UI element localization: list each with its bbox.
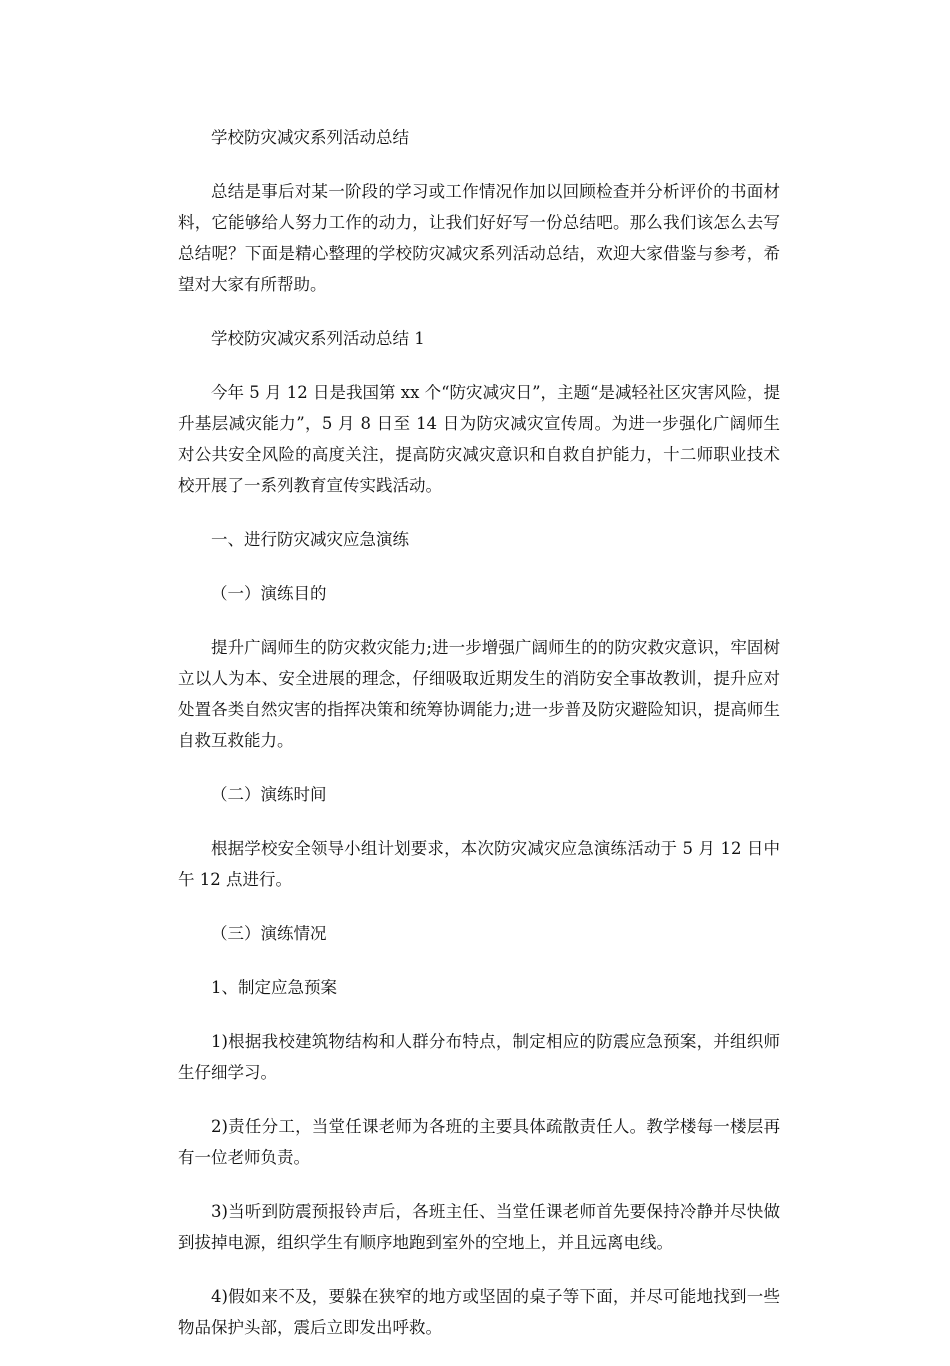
subheading-time: （二）演练时间 (211, 785, 327, 804)
list-item: 2)责任分工，当堂任课老师为各班的主要具体疏散责任人。教学楼每一楼层再有一位老师负责。 (178, 1117, 780, 1167)
subheading-situation: （三）演练情况 (211, 924, 327, 943)
list-item: 3)当听到防震预报铃声后，各班主任、当堂任课老师首先要保持冷静并尽快做到拔掉电源，组织学生有顺序地跑到室外的空地上，并且远离电线。 (178, 1202, 780, 1252)
list-heading-plan: 1、制定应急预案 (211, 978, 337, 997)
document-body (178, 122, 780, 1366)
subheading-purpose: （一）演练目的 (211, 584, 327, 603)
body-paragraph: 根据学校安全领导小组计划要求，本次防灾减灾应急演练活动于 5 月 12 日中午 12 点进行。 (178, 839, 780, 889)
document-title: 学校防灾减灾系列活动总结 (211, 128, 409, 147)
section-title-1: 学校防灾减灾系列活动总结 1 (211, 329, 425, 348)
body-paragraph: 提升广阔师生的防灾救灾能力;进一步增强广阔师生的的防灾救灾意识，牢固树立以人为本、安全进展的理念，仔细吸取近期发生的消防安全事故教训，提升应对处置各类自然灾害的指挥决策和统筹协调能力;进一步普及防灾避险知识，提高师生自救互救能力。 (178, 638, 780, 750)
body-paragraph: 今年 5 月 12 日是我国第 xx 个“防灾减灾日”，主题“是减轻社区灾害风险，提升基层减灾能力”，5 月 8 日至 14 日为防灾减灾宣传周。为进一步强化广阔师生对公共安全风险的高度关注，提高防灾减灾意识和自救自护能力，十二师职业技术校开展了一系列教育宣传实践活动。 (178, 383, 780, 495)
intro-paragraph: 总结是事后对某一阶段的学习或工作情况作加以回顾检查并分析评价的书面材料，它能够给人努力工作的动力，让我们好好写一份总结吧。那么我们该怎么去写总结呢？下面是精心整理的学校防灾减灾系列活动总结，欢迎大家借鉴与参考，希望对大家有所帮助。 (178, 182, 780, 294)
list-item: 1)根据我校建筑物结构和人群分布特点，制定相应的防震应急预案，并组织师生仔细学习。 (178, 1032, 780, 1082)
heading-drill: 一、进行防灾减灾应急演练 (211, 530, 409, 549)
list-item: 4)假如来不及，要躲在狭窄的地方或坚固的桌子等下面，并尽可能地找到一些物品保护头部，震后立即发出呼救。 (178, 1287, 780, 1337)
